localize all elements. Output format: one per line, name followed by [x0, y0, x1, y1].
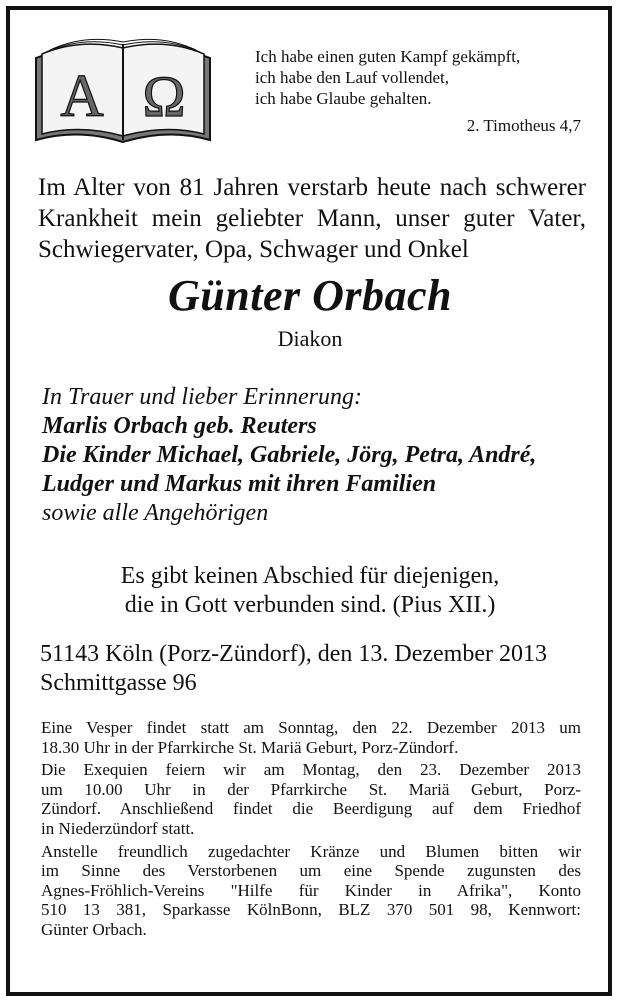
- detail-line: 18.30 Uhr in der Pfarrkirche St. Mariä Geburt, Porz-Zündorf.: [41, 737, 459, 757]
- detail-line: Agnes-Fröhlich-Vereins "Hilfe für Kinder in Afrika", Konto: [41, 880, 581, 900]
- detail-line: Günter Orbach.: [41, 919, 147, 939]
- deceased-name: Günter Orbach: [168, 271, 452, 320]
- street-line: Schmittgasse 96: [40, 670, 197, 696]
- open-book-icon: [30, 32, 216, 152]
- bible-verse: [255, 46, 585, 136]
- mourner-name: Die Kinder Michael, Gabriele, Jörg, Petra, André,: [42, 442, 537, 468]
- mourners-block: [42, 383, 590, 528]
- detail-line: im Sinne des Verstorbenen um eine Spende zugunsten des: [41, 861, 581, 881]
- mourners-closing: sowie alle Angehörigen: [42, 500, 269, 526]
- place-date-line: 51143 Köln (Porz-Zündorf), den 13. Dezember 2013: [40, 641, 547, 667]
- mourners-heading: In Trauer und lieber Erinnerung:: [42, 384, 362, 410]
- verse-line: Ich habe einen guten Kampf gekämpft,: [255, 47, 521, 66]
- address-block: [40, 640, 588, 698]
- vesper-paragraph: [41, 718, 581, 757]
- detail-line: um 10.00 Uhr in der Pfarrkirche St. Mariä Geburt, Porz-: [41, 779, 581, 799]
- death-announcement: [38, 172, 586, 265]
- deceased-title: Diakon: [277, 326, 343, 351]
- verse-reference: 2. Timotheus 4,7: [466, 116, 581, 135]
- detail-line: Zündorf. Anschließend findet die Beerdigung auf dem Friedhof: [41, 799, 581, 819]
- mourner-name: Marlis Orbach geb. Reuters: [42, 413, 317, 439]
- announcement-line: Krankheit mein geliebter Mann, unser guter Vater,: [38, 205, 586, 232]
- alpha-glyph: A: [60, 63, 104, 129]
- quote-line: die in Gott verbunden sind. (Pius XII.): [124, 592, 496, 618]
- donation-paragraph: [41, 842, 581, 940]
- detail-line: Die Exequien feiern wir am Montag, den 23. Dezember 2013: [41, 760, 581, 780]
- memorial-quote: [0, 562, 620, 620]
- detail-line: Anstelle freundlich zugedachter Kränze und Blumen bitten wir: [41, 841, 581, 861]
- verse-line: ich habe den Lauf vollendet,: [255, 68, 450, 87]
- service-details: [41, 718, 581, 943]
- detail-line: in Niederzündorf statt.: [41, 818, 195, 838]
- detail-line: 510 13 381, Sparkasse KölnBonn, BLZ 370 501 98, Kennwort:: [41, 900, 581, 920]
- omega-glyph: Ω: [142, 64, 186, 129]
- detail-line: Eine Vesper findet statt am Sonntag, den 22. Dezember 2013 um: [41, 718, 581, 737]
- announcement-line: Im Alter von 81 Jahren verstarb heute nach schwerer: [38, 174, 586, 201]
- mourner-name: Ludger und Markus mit ihren Familien: [42, 471, 437, 497]
- quote-line: Es gibt keinen Abschied für diejenigen,: [120, 563, 500, 589]
- verse-line: ich habe Glaube gehalten.: [255, 89, 432, 108]
- announcement-line: Schwiegervater, Opa, Schwager und Onkel: [38, 236, 469, 263]
- exequien-paragraph: [41, 760, 581, 838]
